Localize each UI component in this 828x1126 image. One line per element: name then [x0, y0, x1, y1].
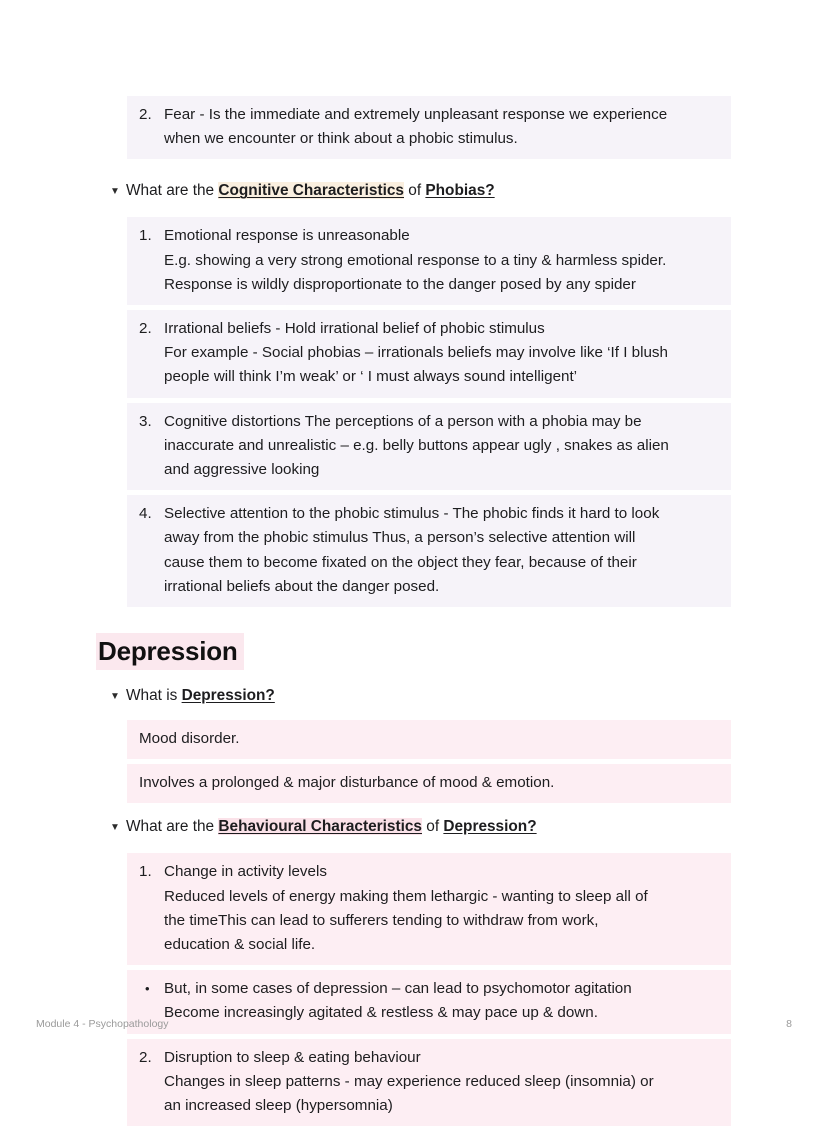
text-line: Become increasingly agitated & restless & may pace up & down.: [164, 1004, 598, 1022]
question-text: [126, 684, 828, 708]
toggle-question-cognitive-characteristics[interactable]: [110, 179, 828, 205]
list-marker: 2.: [139, 106, 152, 123]
question-prefix: What are the: [126, 182, 219, 200]
text-line: Mood disorder.: [139, 730, 240, 748]
definition-line: [127, 764, 731, 803]
list-marker: 3.: [139, 412, 152, 430]
text-line: Selective attention to the phobic stimulus - The phobic finds it hard to look: [164, 505, 660, 523]
list-marker: 2.: [139, 320, 152, 338]
bullet-marker: •: [145, 981, 150, 997]
text-line: inaccurate and unrealistic – e.g. belly buttons appear ugly , snakes as alien: [164, 436, 669, 454]
highlighted-term-depression: Depression?: [181, 687, 275, 705]
toggle-question-what-is-depression[interactable]: [110, 684, 828, 710]
question-middle: of: [404, 182, 426, 200]
text-line: an increased sleep (hypersomnia): [164, 1097, 393, 1115]
text-line: the timeThis can lead to sufferers tending to withdraw from work,: [164, 911, 599, 929]
chevron-down-icon[interactable]: ▼: [110, 822, 120, 834]
list-item-text: [164, 860, 721, 957]
list-item-text: [164, 502, 721, 599]
page-footer: [0, 1018, 828, 1038]
list-item: [127, 217, 731, 305]
text-line: irrational beliefs about the danger posed.: [164, 577, 440, 595]
text-line: Response is wildly disproportionate to the danger posed by any spider: [164, 275, 636, 293]
list-item: [127, 495, 731, 607]
text-line: people will think I’m weak’ or ‘ I must always sound intelligent’: [164, 368, 578, 386]
definition-line: [127, 720, 731, 759]
list-marker: 1.: [139, 863, 152, 881]
text-line: Reduced levels of energy making them lethargic - wanting to sleep all of: [164, 887, 648, 905]
section-heading-wrapper: [0, 633, 828, 670]
list-marker: 4.: [139, 505, 152, 523]
toggle-question-behavioural-characteristics[interactable]: [110, 815, 828, 841]
text-line: For example - Social phobias – irrationals beliefs may involve like ‘If I blush: [164, 344, 668, 362]
question-middle: of: [421, 818, 444, 836]
list-item: [127, 853, 731, 965]
question-text: [126, 179, 828, 203]
list-item-text: [164, 410, 721, 483]
list-item-text: [164, 103, 721, 151]
text-line: Irrational beliefs - Hold irrational belief of phobic stimulus: [164, 320, 545, 338]
footer-module-label: Module 4 - Psychopathology: [36, 1018, 169, 1030]
highlighted-term-behavioural-characteristics: Behavioural Characteristics: [218, 818, 422, 836]
footer-page-number: 8: [786, 1018, 792, 1030]
text-line: Involves a prolonged & major disturbance of mood & emotion.: [139, 774, 555, 792]
page-title-depression: Depression: [96, 633, 244, 670]
highlighted-term-phobias: Phobias?: [425, 182, 495, 200]
text-line: Change in activity levels: [164, 863, 327, 881]
text-line: Changes in sleep patterns - may experience reduced sleep (insomnia) or: [164, 1072, 654, 1090]
question-text: [126, 815, 828, 839]
list-item-text: [164, 224, 721, 297]
text-line: Disruption to sleep & eating behaviour: [164, 1048, 421, 1066]
list-item: [127, 403, 731, 491]
text-line: and aggressive looking: [164, 461, 320, 479]
text-line: when we encounter or think about a phobic stimulus.: [164, 130, 518, 148]
highlighted-term-cognitive-characteristics: Cognitive Characteristics: [218, 182, 404, 200]
text-line: But, in some cases of depression – can lead to psychomotor agitation: [164, 980, 632, 998]
question-prefix: What is: [126, 687, 182, 705]
text-line: Emotional response is unreasonable: [164, 227, 410, 245]
list-item-text: [164, 317, 721, 390]
text-line: Fear - Is the immediate and extremely unpleasant response we experience: [164, 106, 668, 123]
highlighted-term-depression: Depression?: [443, 818, 537, 836]
list-item: [127, 310, 731, 398]
text-line: E.g. showing a very strong emotional response to a tiny & harmless spider.: [164, 251, 667, 269]
list-item: [127, 96, 731, 159]
text-line: cause them to become fixated on the object they fear, because of their: [164, 553, 637, 571]
list-marker: 2.: [139, 1048, 152, 1066]
chevron-down-icon[interactable]: ▼: [110, 186, 120, 198]
list-marker: 1.: [139, 227, 152, 245]
question-prefix: What are the: [126, 818, 219, 836]
list-item: [127, 1039, 731, 1126]
chevron-down-icon[interactable]: ▼: [110, 691, 120, 703]
text-line: away from the phobic stimulus Thus, a person’s selective attention will: [164, 529, 636, 547]
list-item-text: [164, 1046, 721, 1119]
text-line: Cognitive distortions The perceptions of a person with a phobia may be: [164, 412, 642, 430]
text-line: education & social life.: [164, 936, 316, 954]
